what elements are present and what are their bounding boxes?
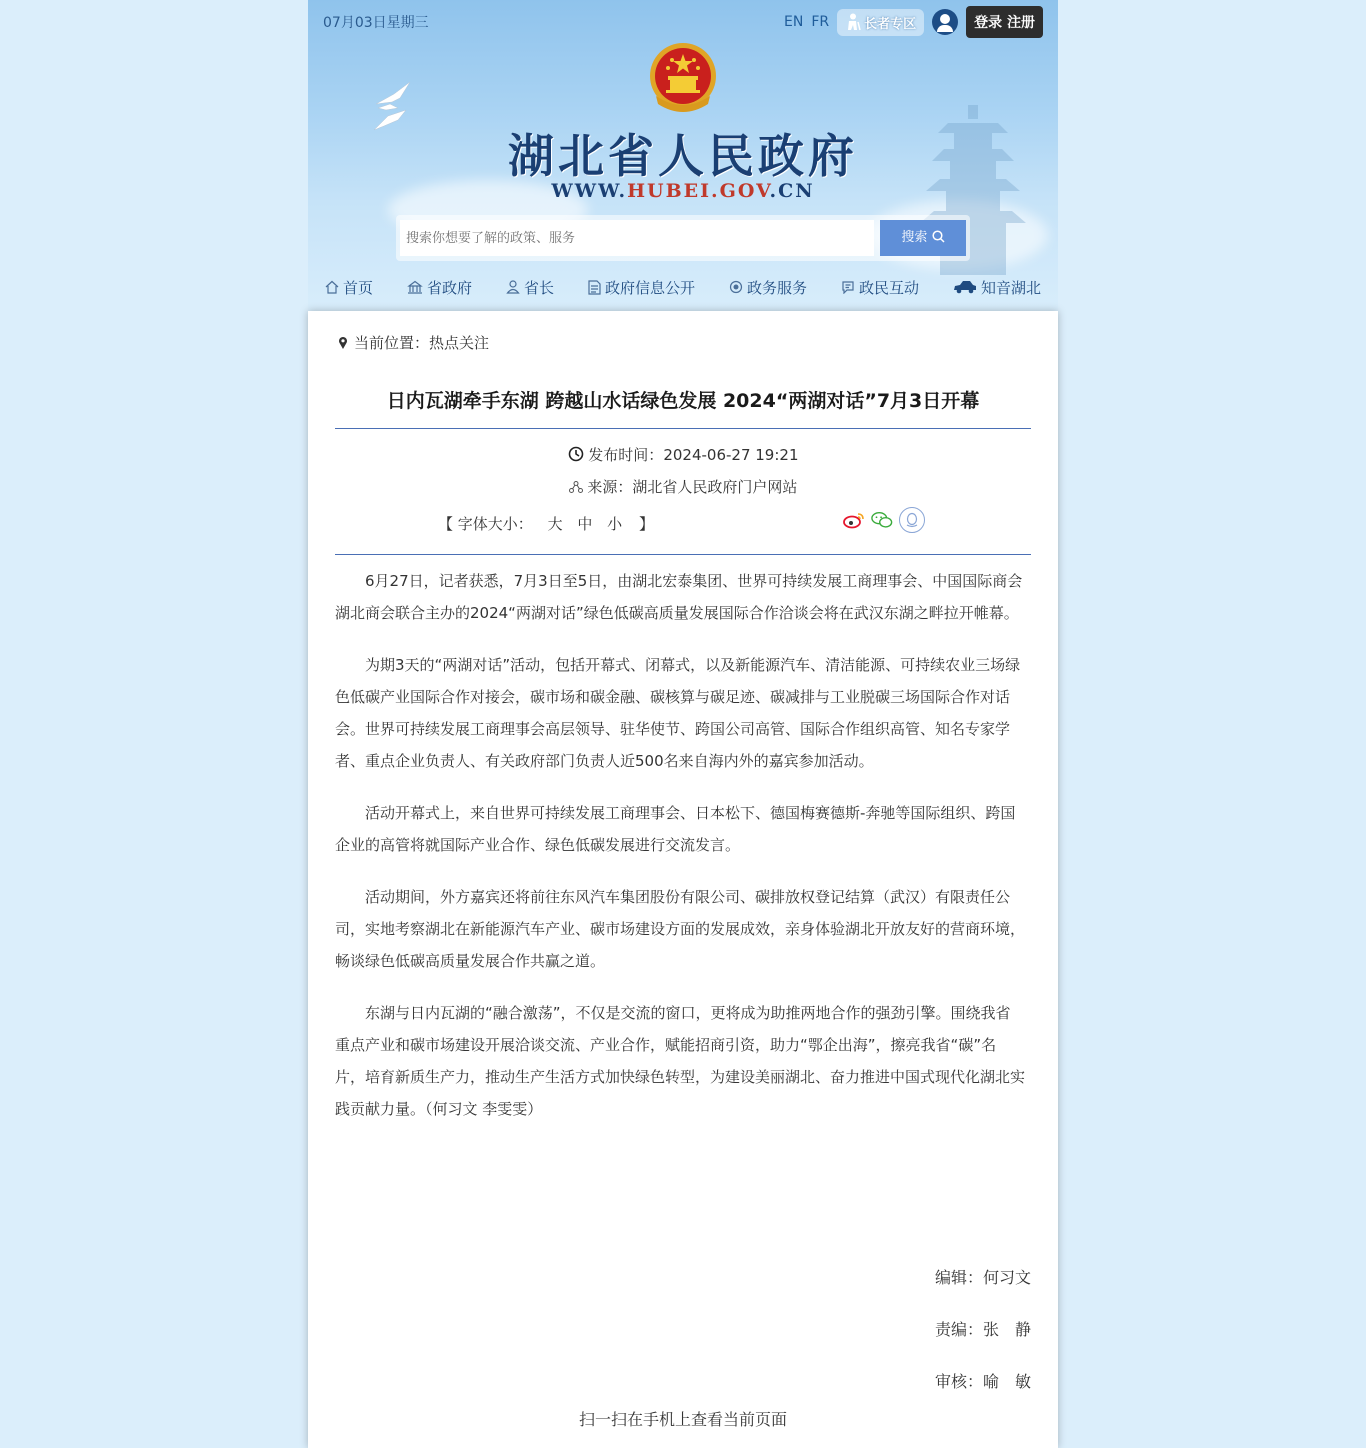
search-button[interactable] <box>880 220 966 256</box>
national-emblem-icon <box>648 40 718 118</box>
source-label: 来源： <box>587 478 633 496</box>
home-icon <box>325 280 339 294</box>
source-row <box>308 476 1058 497</box>
meta-divider <box>335 554 1031 555</box>
breadcrumb-label: 当前位置： <box>354 334 430 352</box>
site-url-suffix: .CN <box>769 180 815 202</box>
qr-scan-caption: 扫一扫在手机上查看当前页面 <box>578 1410 787 1429</box>
font-size-label: 【 字体大小： <box>438 515 533 533</box>
site-url-domain: HUBEI.GOV <box>627 180 770 202</box>
publish-time-row <box>308 444 1058 465</box>
nav-label: 政务服务 <box>746 278 807 297</box>
user-avatar-icon[interactable] <box>932 9 958 35</box>
page <box>308 0 1058 1448</box>
breadcrumb <box>338 332 489 353</box>
site-header <box>308 0 1058 311</box>
publish-time: 2024-06-27 19:21 <box>663 446 799 464</box>
nav-label: 政民互动 <box>858 278 919 297</box>
search-bar <box>396 215 970 261</box>
nav-item-information-disclosure[interactable] <box>588 277 695 298</box>
article-paragraph: 活动开幕式上，来自世界可持续发展工商理事会、日本松下、德国梅赛德斯-奔驰等国际组织、跨国企业的高管将就国际产业合作、绿色低碳发展进行交流发言。 <box>335 804 1016 854</box>
main-nav <box>308 270 1058 304</box>
nav-label: 省长 <box>523 278 554 297</box>
chat-icon <box>841 280 855 294</box>
source-name: 湖北省人民政府门户网站 <box>632 478 798 496</box>
clock-icon <box>568 446 584 462</box>
car-icon <box>953 280 977 294</box>
person-icon <box>506 280 520 294</box>
weibo-icon <box>843 511 865 529</box>
elder-icon <box>845 13 861 31</box>
document-icon <box>588 280 601 295</box>
article-title: 日内瓦湖牵手东湖 跨越山水话绿色发展 2024“两湖对话”7月3日开幕 <box>386 390 980 412</box>
font-size-large-button[interactable]: 大 <box>547 515 563 533</box>
title-divider <box>335 428 1031 429</box>
current-date: 07月03日星期三 <box>323 15 429 31</box>
building-icon <box>407 280 423 294</box>
nav-label: 省政府 <box>426 278 472 297</box>
source-network-icon <box>569 481 583 493</box>
nav-label: 知音湖北 <box>980 278 1041 297</box>
font-size-control <box>438 513 654 534</box>
font-size-medium-button[interactable]: 中 <box>577 515 593 533</box>
elder-zone-label: 长者专区 <box>864 16 917 32</box>
nav-item-zhiyin-hubei[interactable] <box>953 277 1041 298</box>
nav-item-government-services[interactable] <box>729 277 807 298</box>
nav-label: 政府信息公开 <box>604 278 695 297</box>
article-card <box>308 311 1058 1448</box>
service-icon <box>729 280 743 294</box>
article-paragraph: 6月27日，记者获悉，7月3日至5日，由湖北宏泰集团、世界可持续发展工商理事会、中国国际商会湖北商会联合主办的2024“两湖对话”绿色低碳高质量发展国际合作洽谈会将在武汉东湖之畔拉开帷幕。 <box>335 572 1023 622</box>
site-title: 湖北省人民政府 <box>508 129 858 183</box>
article-paragraph: 活动期间，外方嘉宾还将前往东风汽车集团股份有限公司、碳排放权登记结算（武汉）有限责任公司，实地考察湖北在新能源汽车产业、碳市场建设方面的发展成效，亲身体验湖北开放友好的营商环境，畅谈绿色低碳高质量发展合作共赢之道。 <box>335 888 1026 970</box>
article-paragraph: 东湖与日内瓦湖的“融合激荡”，不仅是交流的窗口，更将成为助推两地合作的强劲引擎。围绕我省重点产业和碳市场建设开展洽谈交流、产业合作，赋能招商引资，助力“鄂企出海”，擦亮我省“碳”名片，培育新质生产力，推动生产生活方式加快绿色转型，为建设美丽湖北、奋力推进中国式现代化湖北实践贡献力量。（何习文 李雯雯） <box>335 1004 1026 1118</box>
elder-zone-button[interactable] <box>837 9 924 36</box>
wechat-icon <box>871 511 893 529</box>
font-size-bracket-end: 】 <box>638 515 654 533</box>
reviewer-credit: 审核：喻 敏 <box>934 1372 1031 1391</box>
nav-item-home[interactable] <box>325 277 373 298</box>
nav-item-provincial-government[interactable] <box>407 277 472 298</box>
qq-share-button[interactable] <box>899 507 925 533</box>
site-url-prefix: WWW. <box>551 180 628 202</box>
share-buttons <box>843 507 925 533</box>
site-url <box>308 180 1058 202</box>
weibo-share-button[interactable] <box>843 509 865 531</box>
location-pin-icon <box>338 336 348 350</box>
login-register-button[interactable]: 登录 注册 <box>966 6 1043 38</box>
top-toolbar <box>784 6 1043 38</box>
language-en-link[interactable]: EN <box>784 14 804 30</box>
chief-editor-credit: 责编：张 静 <box>934 1320 1031 1339</box>
breadcrumb-current[interactable]: 热点关注 <box>429 334 490 352</box>
qq-icon <box>905 512 919 528</box>
publish-time-label: 发布时间： <box>588 446 664 464</box>
nav-item-public-interaction[interactable] <box>841 277 919 298</box>
article-body <box>335 565 1025 1145</box>
font-size-small-button[interactable]: 小 <box>607 515 623 533</box>
search-input[interactable] <box>400 220 874 256</box>
wechat-share-button[interactable] <box>871 509 893 531</box>
nav-item-governor[interactable] <box>506 277 554 298</box>
search-icon <box>932 230 945 243</box>
article-paragraph: 为期3天的“两湖对话”活动，包括开幕式、闭幕式，以及新能源汽车、清洁能源、可持续农业三场绿色低碳产业国际合作对接会，碳市场和碳金融、碳核算与碳足迹、碳减排与工业脱碳三场国际合作对话会。世界可持续发展工商理事会高层领导、驻华使节、跨国公司高管、国际合作组织高管、知名专家学者、重点企业负责人、有关政府部门负责人近500名来自海内外的嘉宾参加活动。 <box>335 656 1021 770</box>
language-fr-link[interactable]: FR <box>811 14 830 30</box>
editor-credit: 编辑：何习文 <box>934 1268 1031 1287</box>
nav-label: 首页 <box>342 278 373 297</box>
search-button-label: 搜索 <box>901 230 928 245</box>
